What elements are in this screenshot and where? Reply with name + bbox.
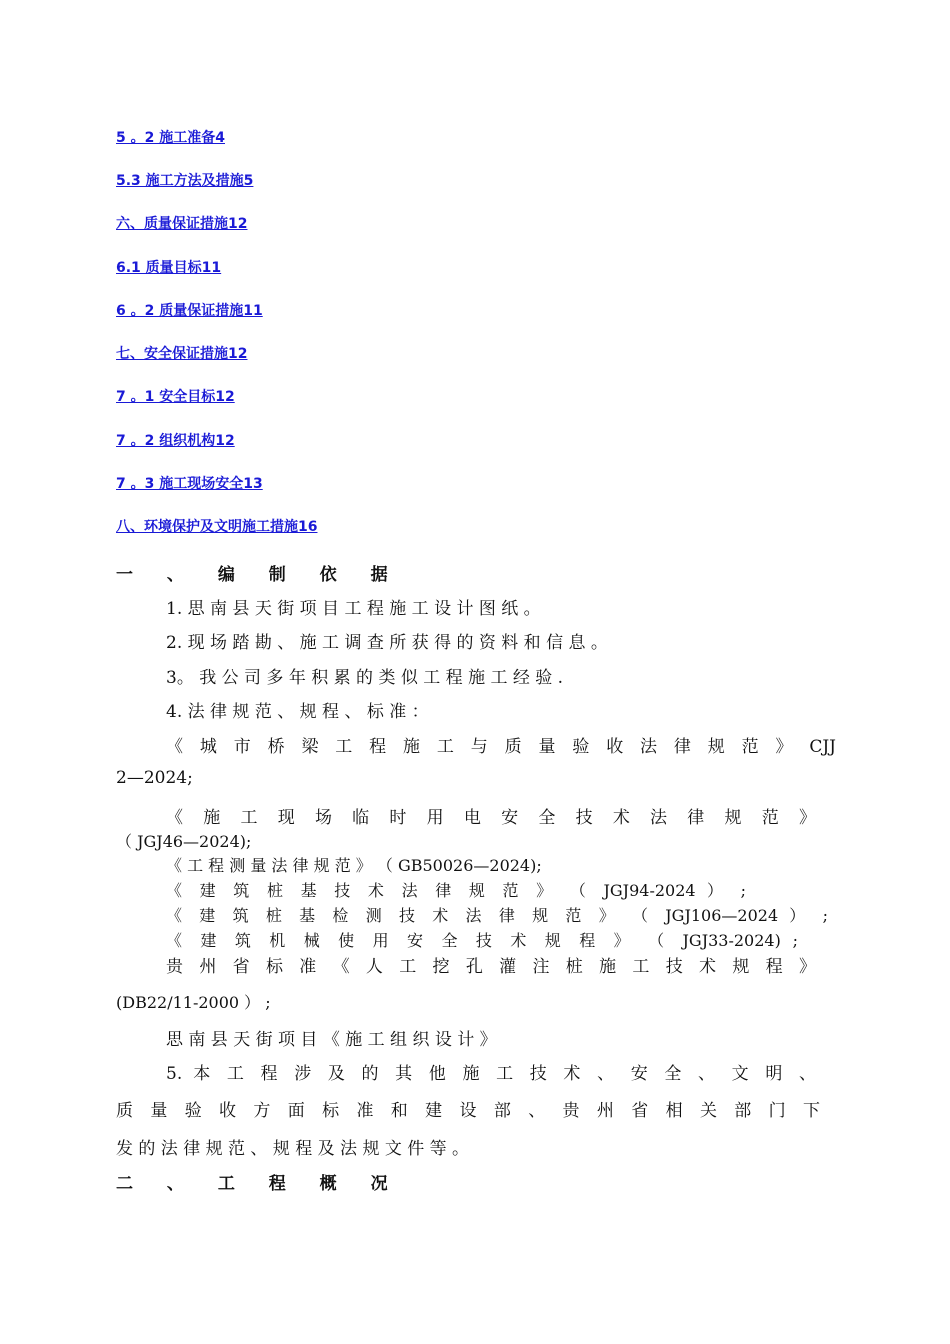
toc-link-6-2[interactable]: 6 。2 质量保证措施11 [116, 303, 263, 319]
standard-jgj33: 《 建 筑 机 械 使 用 安 全 技 术 规 程 》 （ JGJ33-2024) ; [166, 931, 798, 950]
standard-jgj46: 《 施 工 现 场 临 时 用 电 安 全 技 术 法 律 规 范 》 [166, 808, 816, 828]
basis-item-1: 1. 思 南 县 天 街 项 目 工 程 施 工 设 计 图 纸 。 [166, 599, 541, 619]
standard-db22: 贵 州 省 标 准 《 人 工 挖 孔 灌 注 桩 施 工 技 术 规 程 》 [166, 957, 816, 977]
toc-link-7-1[interactable]: 7 。1 安全目标12 [116, 389, 235, 405]
toc-link-8[interactable]: 八、环境保护及文明施工措施16 [116, 519, 318, 535]
toc-link-5-3[interactable]: 5.3 施工方法及措施5 [116, 173, 254, 189]
standard-cjj2-cont: 2—2024; [116, 768, 193, 788]
basis-item-3: 3。 我 公 司 多 年 积 累 的 类 似 工 程 施 工 经 验 . [166, 668, 564, 688]
toc-link-7[interactable]: 七、安全保证措施12 [116, 346, 248, 362]
basis-item-5-line3: 发 的 法 律 规 范 、 规 程 及 法 规 文 件 等 。 [116, 1139, 470, 1159]
toc-link-7-2[interactable]: 7 。2 组织机构12 [116, 433, 235, 449]
section-heading-overview: 二 、 工 程 概 况 [116, 1174, 402, 1194]
basis-item-5-line1: 5. 本 工 程 涉 及 的 其 他 施 工 技 术 、 安 全 、 文 明 、 [166, 1064, 816, 1084]
standard-jgj46-cont: （ JGJ46—2024); [116, 832, 252, 851]
toc-link-5-2[interactable]: 5 。2 施工准备4 [116, 130, 225, 146]
standard-org-design: 思 南 县 天 街 项 目 《 施 工 组 织 设 计 》 [166, 1030, 497, 1050]
standard-jgj106: 《 建 筑 桩 基 检 测 技 术 法 律 规 范 》 （ JGJ106—2024 ） ; [166, 906, 828, 925]
standard-cjj2: 《 城 市 桥 梁 工 程 施 工 与 质 量 验 收 法 律 规 范 》 CJJ [166, 737, 836, 757]
toc-link-6-1[interactable]: 6.1 质量目标11 [116, 260, 222, 276]
standard-jgj94: 《 建 筑 桩 基 技 术 法 律 规 范 》 （ JGJ94-2024 ） ; [166, 881, 746, 900]
basis-item-4: 4. 法 律 规 范 、 规 程 、 标 准 ： [166, 702, 429, 722]
standard-gb50026: 《 工 程 测 量 法 律 规 范 》 （ GB50026—2024); [166, 856, 542, 875]
toc-link-6[interactable]: 六、质量保证措施12 [116, 216, 248, 232]
basis-item-5-line2: 质 量 验 收 方 面 标 准 和 建 设 部 、 贵 州 省 相 关 部 门 下 [116, 1101, 820, 1121]
standard-db22-cont: (DB22/11-2000 ） ; [116, 993, 271, 1012]
section-heading-basis: 一 、 编 制 依 据 [116, 565, 402, 585]
basis-item-2: 2. 现 场 踏 勘 、 施 工 调 查 所 获 得 的 资 料 和 信 息 。 [166, 633, 608, 653]
toc-link-7-3[interactable]: 7 。3 施工现场安全13 [116, 476, 263, 492]
